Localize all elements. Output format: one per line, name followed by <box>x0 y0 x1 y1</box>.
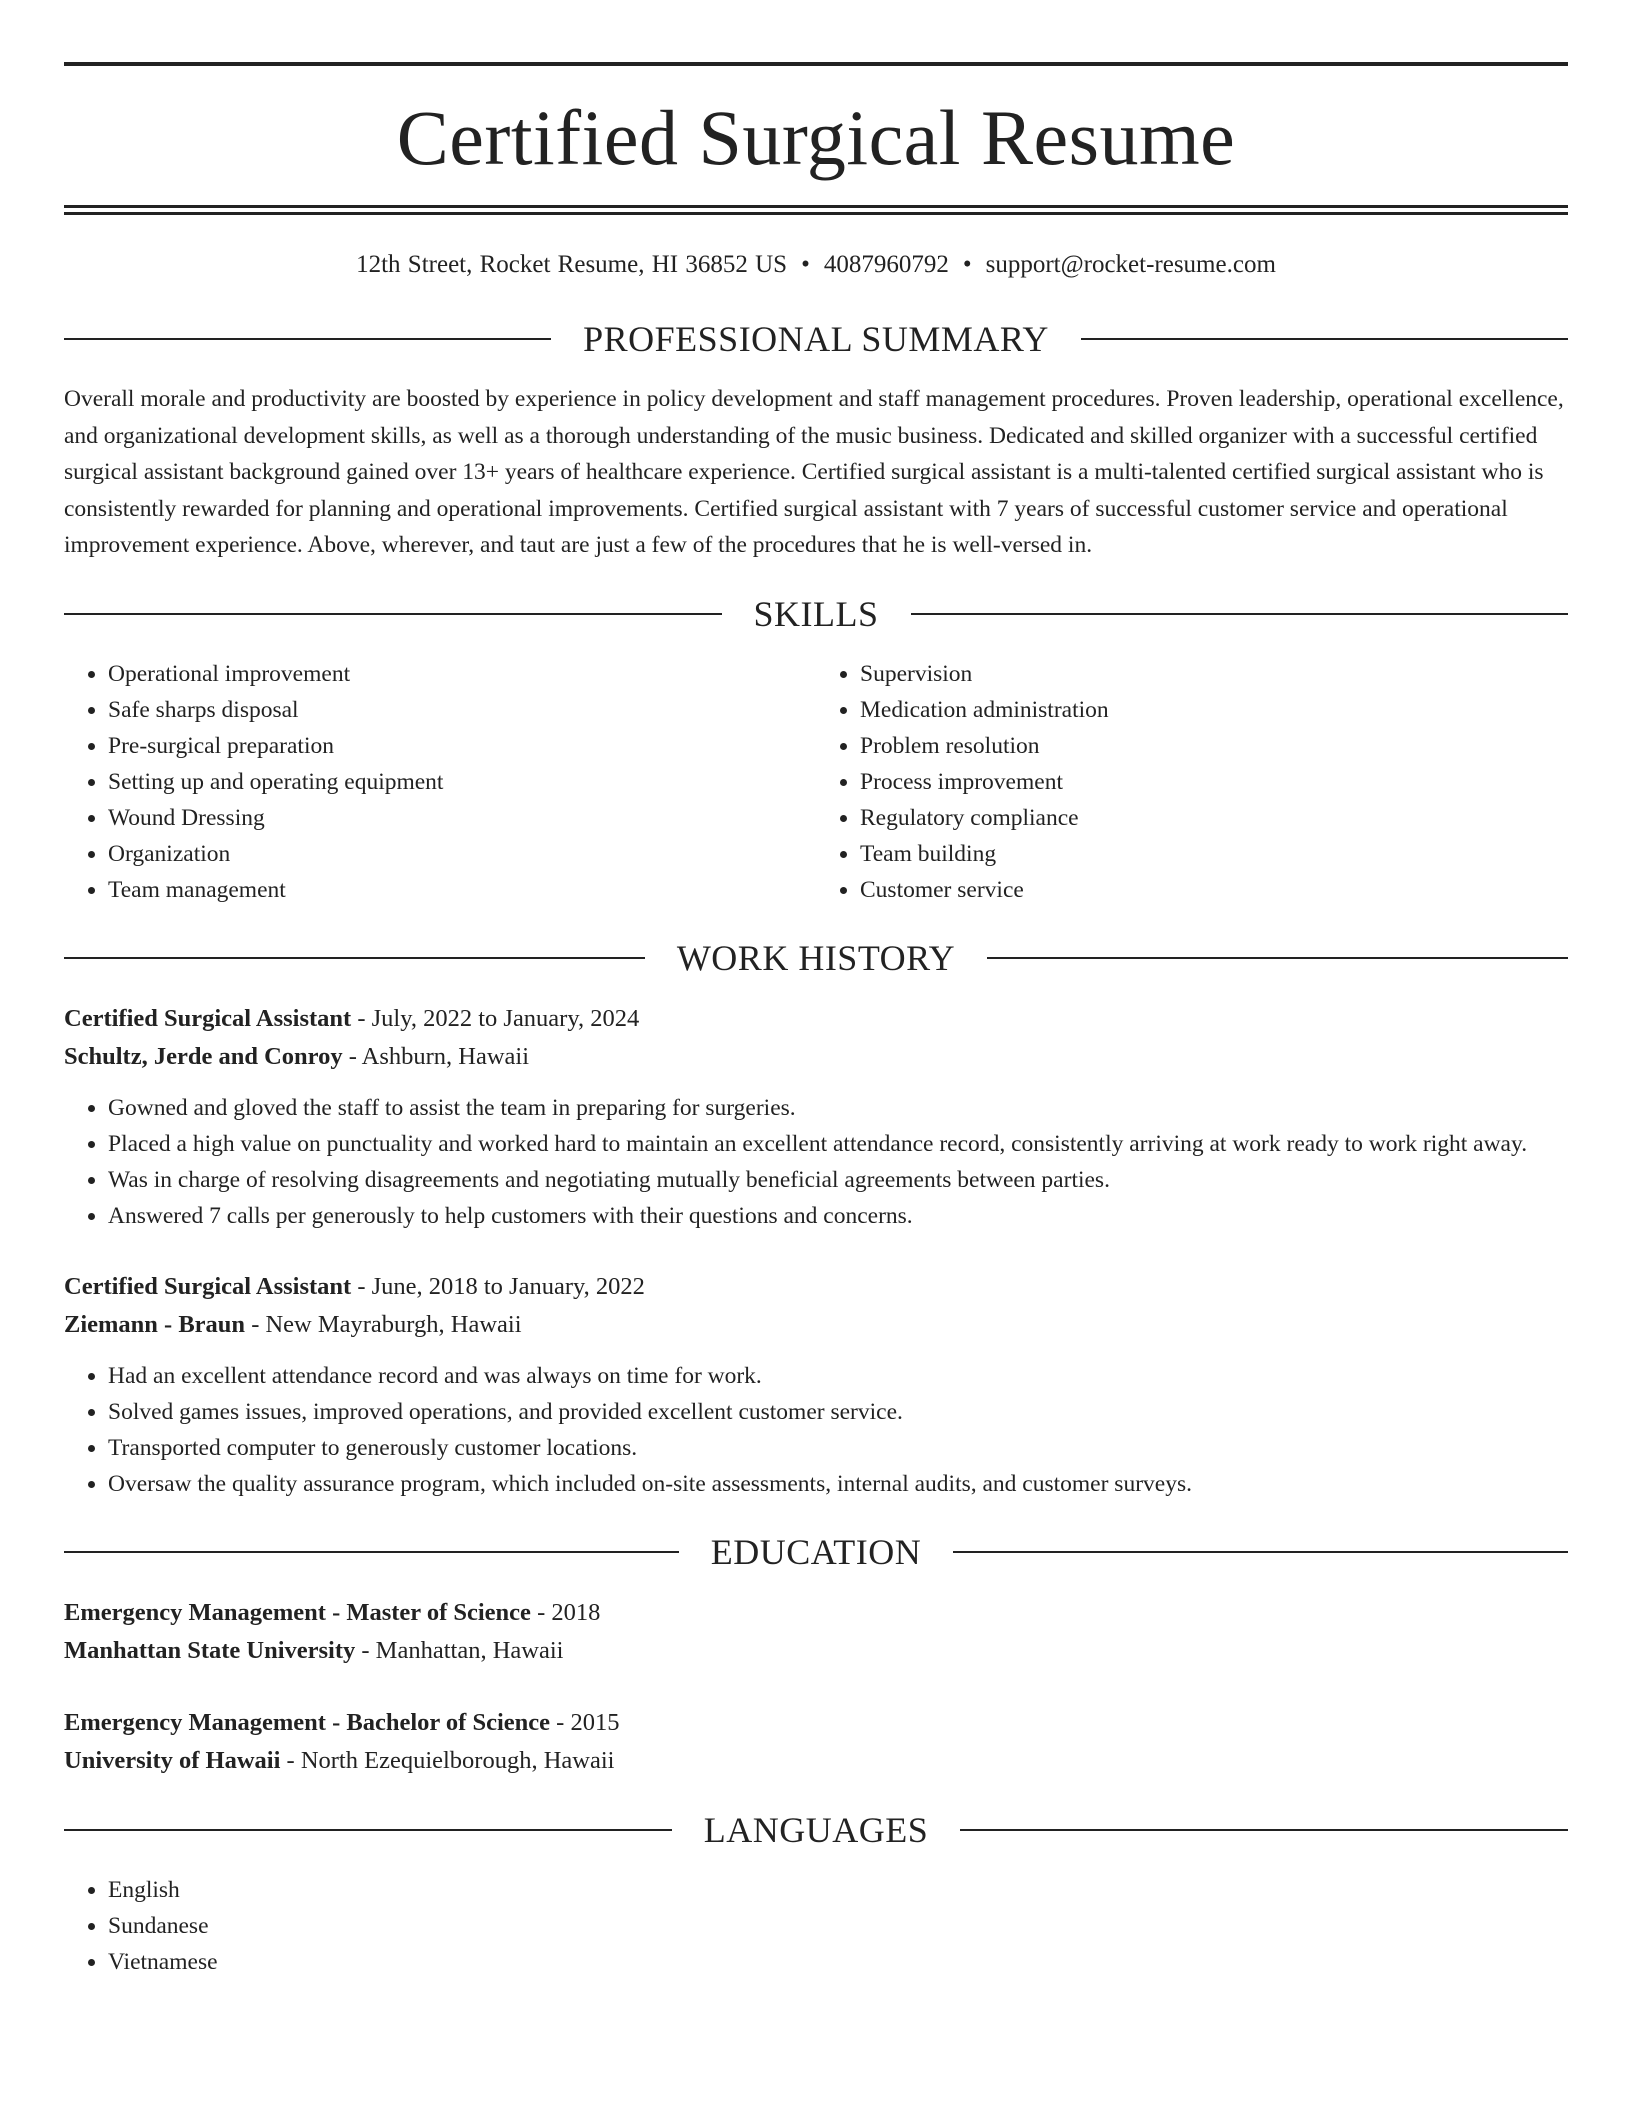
skill-item: • Medication administration <box>860 692 1568 728</box>
job-bullet: • Had an excellent attendance record and was always on time for work. <box>108 1358 1568 1394</box>
languages-list <box>64 1872 1568 1980</box>
degree-year: - 2018 <box>530 1598 601 1626</box>
language-item: • Sundanese <box>108 1908 1568 1944</box>
school: Manhattan State University <box>64 1636 356 1664</box>
school-location: - North Ezequielborough, Hawaii <box>280 1746 615 1774</box>
skill-item: • Wound Dressing <box>108 800 816 836</box>
job-bullets <box>64 1090 1568 1234</box>
languages-heading-label: LANGUAGES <box>703 1809 929 1850</box>
contact-line <box>64 251 1568 279</box>
school-line <box>64 1742 1568 1780</box>
skill-item: • Organization <box>108 836 816 872</box>
job-bullet: • Gowned and gloved the staff to assist the team in preparing for surgeries. <box>108 1090 1568 1126</box>
language-item: • English <box>108 1872 1568 1908</box>
job-company-line <box>64 1306 1568 1344</box>
skill-item: • Team management <box>108 872 816 908</box>
summary-heading-label: PROFESSIONAL SUMMARY <box>583 319 1049 359</box>
job-entry <box>64 1268 1568 1502</box>
heading-rule <box>64 957 645 959</box>
skills-list <box>64 656 1568 908</box>
title-double-rule <box>64 205 1568 215</box>
job-bullet: • Transported computer to generously customer locations. <box>108 1430 1568 1466</box>
degree-line <box>64 1594 1568 1632</box>
school-line <box>64 1632 1568 1670</box>
contact-separator: • <box>801 251 810 278</box>
heading-rule <box>64 1551 679 1553</box>
degree-year: - 2015 <box>550 1708 620 1736</box>
heading-rule <box>911 613 1569 615</box>
language-item: • Vietnamese <box>108 1944 1568 1980</box>
job-bullets <box>64 1358 1568 1502</box>
skills-heading-label: SKILLS <box>753 593 879 634</box>
heading-rule <box>64 613 722 615</box>
degree: Emergency Management - Bachelor of Science <box>64 1708 551 1736</box>
skills-left-column <box>64 656 816 908</box>
education-entry <box>64 1704 1568 1780</box>
skill-item: • Safe sharps disposal <box>108 692 816 728</box>
languages-heading <box>64 1810 1568 1850</box>
job-location: - New Mayraburgh, Hawaii <box>245 1310 522 1338</box>
skill-item: • Operational improvement <box>108 656 816 692</box>
skill-item: • Team building <box>860 836 1568 872</box>
education-heading <box>64 1532 1568 1572</box>
job-company: Ziemann - Braun <box>64 1310 246 1338</box>
job-company-line <box>64 1038 1568 1076</box>
skill-item: • Regulatory compliance <box>860 800 1568 836</box>
skills-right-column <box>816 656 1568 908</box>
contact-phone: 4087960792 <box>823 251 949 278</box>
heading-rule <box>1081 338 1568 340</box>
heading-rule <box>64 1829 672 1831</box>
degree: Emergency Management - Master of Science <box>64 1598 531 1626</box>
job-dates: - July, 2022 to January, 2024 <box>351 1004 640 1032</box>
summary-heading <box>64 319 1568 359</box>
skills-heading <box>64 594 1568 634</box>
heading-rule <box>960 1829 1568 1831</box>
skill-item: • Setting up and operating equipment <box>108 764 816 800</box>
degree-line <box>64 1704 1568 1742</box>
job-bullet: • Was in charge of resolving disagreements and negotiating mutually beneficial agreements between parties. <box>108 1162 1568 1198</box>
job-dates: - June, 2018 to January, 2022 <box>351 1272 645 1300</box>
heading-rule <box>953 1551 1568 1553</box>
job-bullet: • Answered 7 calls per generously to help customers with their questions and concerns. <box>108 1198 1568 1234</box>
skill-item: • Process improvement <box>860 764 1568 800</box>
skill-item: • Supervision <box>860 656 1568 692</box>
job-bullet: • Solved games issues, improved operations, and provided excellent customer service. <box>108 1394 1568 1430</box>
education-heading-label: EDUCATION <box>710 1531 922 1572</box>
top-rule <box>64 62 1568 66</box>
job-location: - Ashburn, Hawaii <box>342 1042 530 1070</box>
work-heading <box>64 938 1568 978</box>
job-title: Certified Surgical Assistant <box>64 1004 352 1032</box>
job-bullet: • Placed a high value on punctuality and worked hard to maintain an excellent attendance record, consistently arriving at work ready to work right away. <box>108 1126 1568 1162</box>
summary-text: Overall morale and productivity are boosted by experience in policy development and staff management procedures. Proven leadership, operational excellence, and organizational development skills, as well as a thorough understanding of the music business. Dedicated and skilled organizer with a successful certified surgical assistant background gained over 13+ years of healthcare experience. Certified surgical assistant is a multi-talented certified surgical assistant who is consistently rewarded for planning and operational improvements. Certified surgical assistant with 7 years of successful customer service and operational improvement experience. Above, wherever, and taut are just a few of the procedures that he is well-versed in. <box>64 386 1564 558</box>
contact-address: 12th Street, Rocket Resume, HI 36852 US <box>356 251 788 278</box>
school: University of Hawaii <box>64 1746 281 1774</box>
contact-email: support@rocket-resume.com <box>985 251 1276 278</box>
education-entry <box>64 1594 1568 1670</box>
skill-item: • Pre-surgical preparation <box>108 728 816 764</box>
school-location: - Manhattan, Hawaii <box>355 1636 564 1664</box>
job-title-line <box>64 1268 1568 1306</box>
work-heading-label: WORK HISTORY <box>676 937 956 978</box>
skill-item: • Customer service <box>860 872 1568 908</box>
job-company: Schultz, Jerde and Conroy <box>64 1042 343 1070</box>
resume-title: Certified Surgical Resume <box>396 94 1236 181</box>
job-title-line <box>64 1000 1568 1038</box>
heading-rule <box>987 957 1568 959</box>
contact-separator: • <box>962 251 972 278</box>
job-entry <box>64 1000 1568 1234</box>
job-title: Certified Surgical Assistant <box>64 1272 352 1300</box>
skill-item: • Problem resolution <box>860 728 1568 764</box>
heading-rule <box>64 338 551 340</box>
job-bullet: • Oversaw the quality assurance program, which included on-site assessments, internal audits, and customer surveys. <box>108 1466 1568 1502</box>
